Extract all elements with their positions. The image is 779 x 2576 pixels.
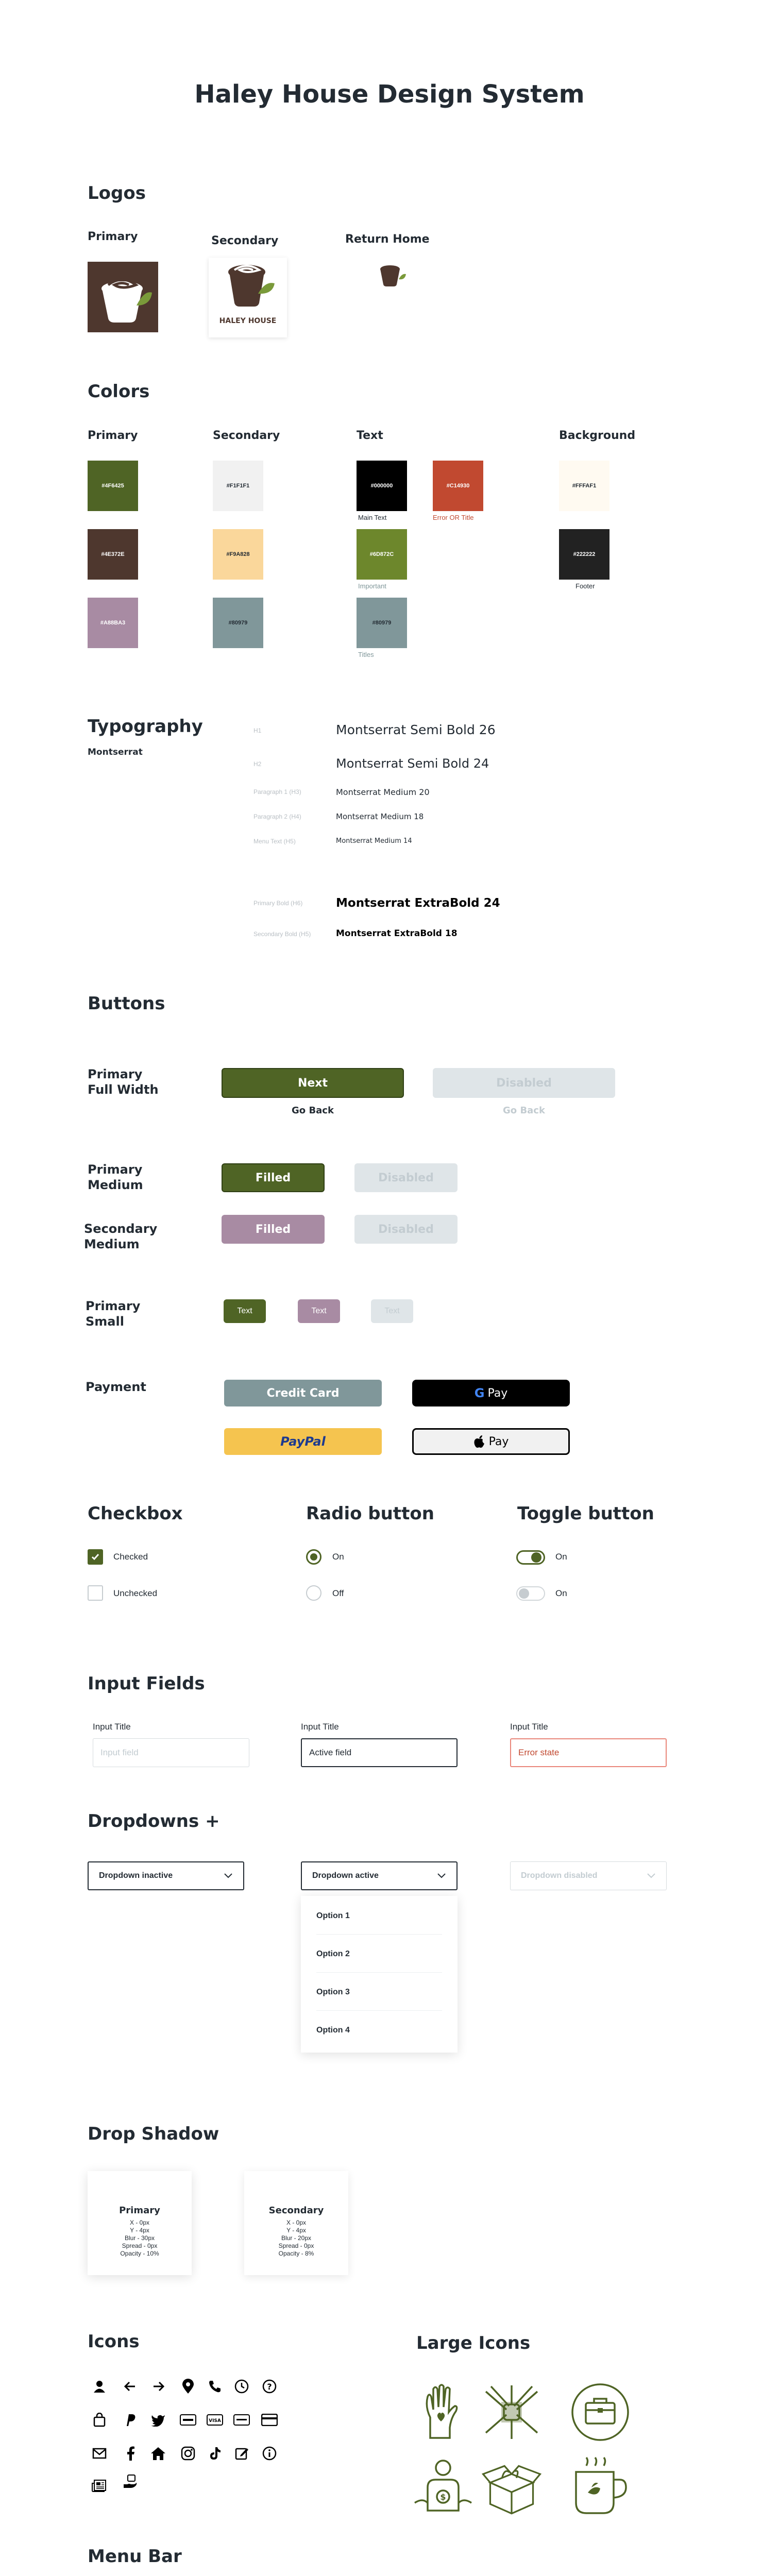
color-swatch-primary-1: #4F6425 [88, 461, 138, 511]
cup-icon [209, 258, 287, 317]
cup-icon [88, 262, 158, 332]
dropdown-inactive[interactable] [88, 1861, 244, 1890]
dropdown-disabled[interactable] [510, 1861, 667, 1890]
input-field-active[interactable]: Active field [301, 1738, 458, 1767]
twitter-icon [149, 2411, 167, 2429]
disabled-secondary-medium-button[interactable]: Disabled [354, 1215, 458, 1244]
credit-card-icon [261, 2411, 278, 2429]
tiktok-icon [206, 2445, 224, 2462]
typo-tag-h3: Paragraph 1 (H3) [253, 788, 301, 795]
visa-icon [206, 2411, 224, 2429]
drop-shadow-heading: Drop Shadow [88, 2124, 219, 2144]
primary-full-width-label: Primary Full Width [88, 1067, 159, 1097]
input-title-1: Input Title [93, 1722, 131, 1732]
shadow-primary-title: Primary [119, 2205, 160, 2216]
toggle-heading: Toggle button [517, 1503, 654, 1524]
colors-secondary-label: Secondary [213, 429, 280, 442]
shadow-card-primary [88, 2171, 192, 2275]
shadow-secondary-line: Y - 4px [286, 2227, 306, 2234]
input-field-placeholder[interactable]: Input field [93, 1738, 249, 1767]
instagram-icon [179, 2445, 197, 2462]
toggle-on-label: On [555, 1552, 567, 1562]
checkbox-heading: Checkbox [88, 1503, 183, 1524]
disabled-primary-medium-button[interactable]: Disabled [354, 1163, 458, 1192]
icons-heading: Icons [88, 2331, 140, 2352]
text-disabled-small-button[interactable]: Text [371, 1299, 413, 1323]
return-home-logo[interactable] [372, 262, 407, 291]
input-title-2: Input Title [301, 1722, 339, 1732]
team-hands-icon [481, 2381, 543, 2443]
page-title: Haley House Design System [194, 80, 585, 109]
dropdown-menu [301, 1896, 458, 2053]
secondary-logo [209, 258, 287, 337]
logo-return-label: Return Home [345, 233, 430, 246]
toggle-off-label: On [555, 1588, 567, 1598]
input-field-error[interactable]: Error state [510, 1738, 667, 1767]
shadow-card-secondary [244, 2171, 348, 2275]
dropdown-disabled-label: Dropdown disabled [521, 1871, 598, 1880]
facebook-icon [122, 2445, 139, 2462]
payment-label: Payment [86, 1380, 146, 1394]
secondary-medium-label: Secondary Medium [84, 1222, 158, 1251]
shadow-primary-line: Y - 4px [130, 2227, 149, 2234]
typography-heading: Typography [88, 716, 203, 737]
toggle-off[interactable] [516, 1586, 545, 1601]
filled-primary-button[interactable]: Filled [222, 1163, 325, 1192]
buttons-heading: Buttons [88, 993, 165, 1014]
help-icon [261, 2378, 278, 2395]
donate-icon [122, 2473, 139, 2490]
typo-sample-h3: Montserrat Medium 20 [336, 787, 430, 797]
dropdown-active-label: Dropdown active [312, 1871, 379, 1880]
color-name-text-3: Important [358, 582, 386, 590]
color-swatch-secondary-2: #F9A828 [213, 529, 263, 580]
colors-background-label: Background [559, 429, 636, 442]
check-icon [90, 1552, 100, 1562]
dropdown-option-1[interactable]: Option 1 [316, 1911, 350, 1920]
primary-small-label: Primary Small [86, 1299, 141, 1329]
typo-tag-h4: Paragraph 2 (H4) [253, 813, 301, 820]
shadow-secondary-line: Blur - 20px [281, 2234, 312, 2242]
shopping-bag-icon [91, 2411, 108, 2429]
next-button[interactable]: Next [222, 1068, 404, 1098]
google-pay-button[interactable] [412, 1380, 570, 1406]
shadow-primary-line: Spread - 0px [122, 2242, 158, 2249]
box-icon [481, 2456, 543, 2518]
color-swatch-text-2: #C14930 [433, 461, 483, 511]
primary-medium-label: Primary Medium [88, 1162, 143, 1192]
filled-secondary-button[interactable]: Filled [222, 1215, 325, 1244]
volunteer-icon [412, 2456, 474, 2518]
apple-icon [473, 1435, 485, 1448]
info-icon [261, 2445, 278, 2462]
checkbox-unchecked[interactable] [88, 1585, 103, 1601]
radio-on[interactable] [306, 1549, 321, 1565]
amex-icon [179, 2411, 197, 2429]
go-back-disabled-link[interactable]: Go Back [503, 1105, 545, 1116]
toggle-on[interactable] [516, 1550, 545, 1565]
typo-tag-bold-h5: Secondary Bold (H5) [253, 930, 311, 938]
radio-heading: Radio button [306, 1503, 434, 1524]
shadow-secondary-line: Spread - 0px [278, 2242, 314, 2249]
typo-tag-h1: H1 [253, 727, 262, 734]
colors-primary-label: Primary [88, 429, 138, 442]
shadow-primary-line: X - 0px [129, 2219, 149, 2226]
svg-text:$: $ [440, 2492, 446, 2502]
arrow-right-icon [149, 2378, 167, 2395]
arrow-left-icon [122, 2378, 139, 2395]
apple-pay-label: Pay [488, 1435, 509, 1448]
colors-text-label: Text [357, 429, 383, 442]
typo-tag-h6: Primary Bold (H6) [253, 900, 303, 907]
svg-text:VISA: VISA [209, 2418, 221, 2424]
clock-icon [233, 2378, 250, 2395]
shadow-secondary-line: X - 0px [286, 2219, 306, 2226]
input-title-3: Input Title [510, 1722, 548, 1732]
paypal-label: PayPal [280, 1434, 326, 1449]
phone-icon [206, 2378, 224, 2395]
color-swatch-secondary-1: #F1F1F1 [213, 461, 263, 511]
typo-sample-h4: Montserrat Medium 18 [336, 812, 424, 821]
cup-icon [372, 262, 407, 291]
shadow-secondary-line: Opacity - 8% [278, 2250, 314, 2257]
shadow-secondary-title: Secondary [268, 2205, 324, 2216]
primary-logo [88, 262, 158, 332]
chevron-down-icon [647, 1873, 656, 1879]
typo-tag-h5: Menu Text (H5) [253, 838, 296, 845]
dropdowns-heading: Dropdowns + [88, 1811, 220, 1832]
color-swatch-text-1: #000000 [357, 461, 407, 511]
typo-sample-bold-h5: Montserrat ExtraBold 18 [336, 928, 458, 939]
checkbox-unchecked-label: Unchecked [113, 1588, 158, 1598]
google-pay-label: Pay [487, 1386, 508, 1400]
typography-font-name: Montserrat [88, 747, 143, 757]
color-swatch-secondary-3: #80979 [213, 598, 263, 648]
typo-sample-h6: Montserrat ExtraBold 24 [336, 896, 500, 910]
apple-pay-button[interactable] [412, 1428, 570, 1455]
logo-secondary-label: Secondary [211, 234, 279, 247]
color-name-background-2: Footer [575, 582, 595, 590]
shadow-primary-line: Blur - 30px [124, 2234, 155, 2242]
dropdown-option-3[interactable]: Option 3 [316, 1988, 350, 1996]
logos-heading: Logos [88, 183, 146, 204]
color-swatch-text-3: #6D872C [357, 529, 407, 580]
color-swatch-primary-2: #4E372E [88, 529, 138, 580]
colors-heading: Colors [88, 381, 150, 402]
radio-off[interactable] [306, 1585, 321, 1601]
large-icons-heading: Large Icons [416, 2333, 531, 2353]
paypal-button[interactable] [224, 1428, 382, 1455]
svg-text:?: ? [267, 2382, 272, 2392]
checkbox-checked-label: Checked [113, 1552, 148, 1562]
checkbox-checked[interactable] [88, 1549, 103, 1565]
color-swatch-background-2: #222222 [559, 529, 609, 580]
color-name-text-1: Main Text [358, 514, 387, 521]
logo-wordmark: HALEY HOUSE [219, 317, 277, 325]
dropdown-active[interactable] [301, 1861, 458, 1890]
map-pin-icon [179, 2378, 197, 2395]
google-icon: G [474, 1386, 485, 1400]
radio-on-label: On [332, 1552, 344, 1562]
briefcase-icon [569, 2381, 631, 2443]
typo-tag-h2: H2 [253, 760, 262, 768]
color-name-text-4: Titles [358, 651, 374, 658]
logo-primary-label: Primary [88, 230, 138, 243]
dropdown-inactive-label: Dropdown inactive [99, 1871, 173, 1880]
typo-sample-h5: Montserrat Medium 14 [336, 837, 412, 845]
color-swatch-background-1: #FFFAF1 [559, 461, 609, 511]
heart-hand-icon [412, 2381, 474, 2443]
color-swatch-text-4: #80979 [357, 598, 407, 648]
color-name-text-2: Error OR Title [433, 514, 474, 521]
radio-off-label: Off [332, 1588, 344, 1598]
shadow-primary-line: Opacity - 10% [120, 2250, 159, 2257]
mail-icon [91, 2445, 108, 2462]
typo-sample-h1: Montserrat Semi Bold 26 [336, 722, 496, 737]
dropdown-option-4[interactable]: Option 4 [316, 2026, 350, 2035]
chevron-down-icon [224, 1873, 233, 1879]
input-fields-heading: Input Fields [88, 1673, 205, 1694]
coffee-cup-icon [568, 2456, 630, 2518]
go-back-link[interactable]: Go Back [292, 1105, 334, 1116]
menu-bar-heading: Menu Bar [88, 2546, 182, 2567]
typo-sample-h2: Montserrat Semi Bold 24 [336, 756, 489, 771]
card-icon [233, 2411, 250, 2429]
credit-card-button[interactable]: Credit Card [224, 1380, 382, 1406]
dropdown-option-2[interactable]: Option 2 [316, 1950, 350, 1958]
chevron-down-icon [437, 1873, 446, 1879]
text-secondary-small-button[interactable]: Text [298, 1299, 340, 1323]
edit-icon [233, 2445, 250, 2462]
disabled-full-button[interactable]: Disabled [433, 1068, 615, 1098]
home-icon [149, 2445, 167, 2462]
text-primary-small-button[interactable]: Text [224, 1299, 266, 1323]
paypal-icon [122, 2411, 139, 2429]
color-swatch-primary-3: #A88BA3 [88, 598, 138, 648]
user-icon [91, 2378, 108, 2395]
newspaper-icon [91, 2477, 108, 2495]
